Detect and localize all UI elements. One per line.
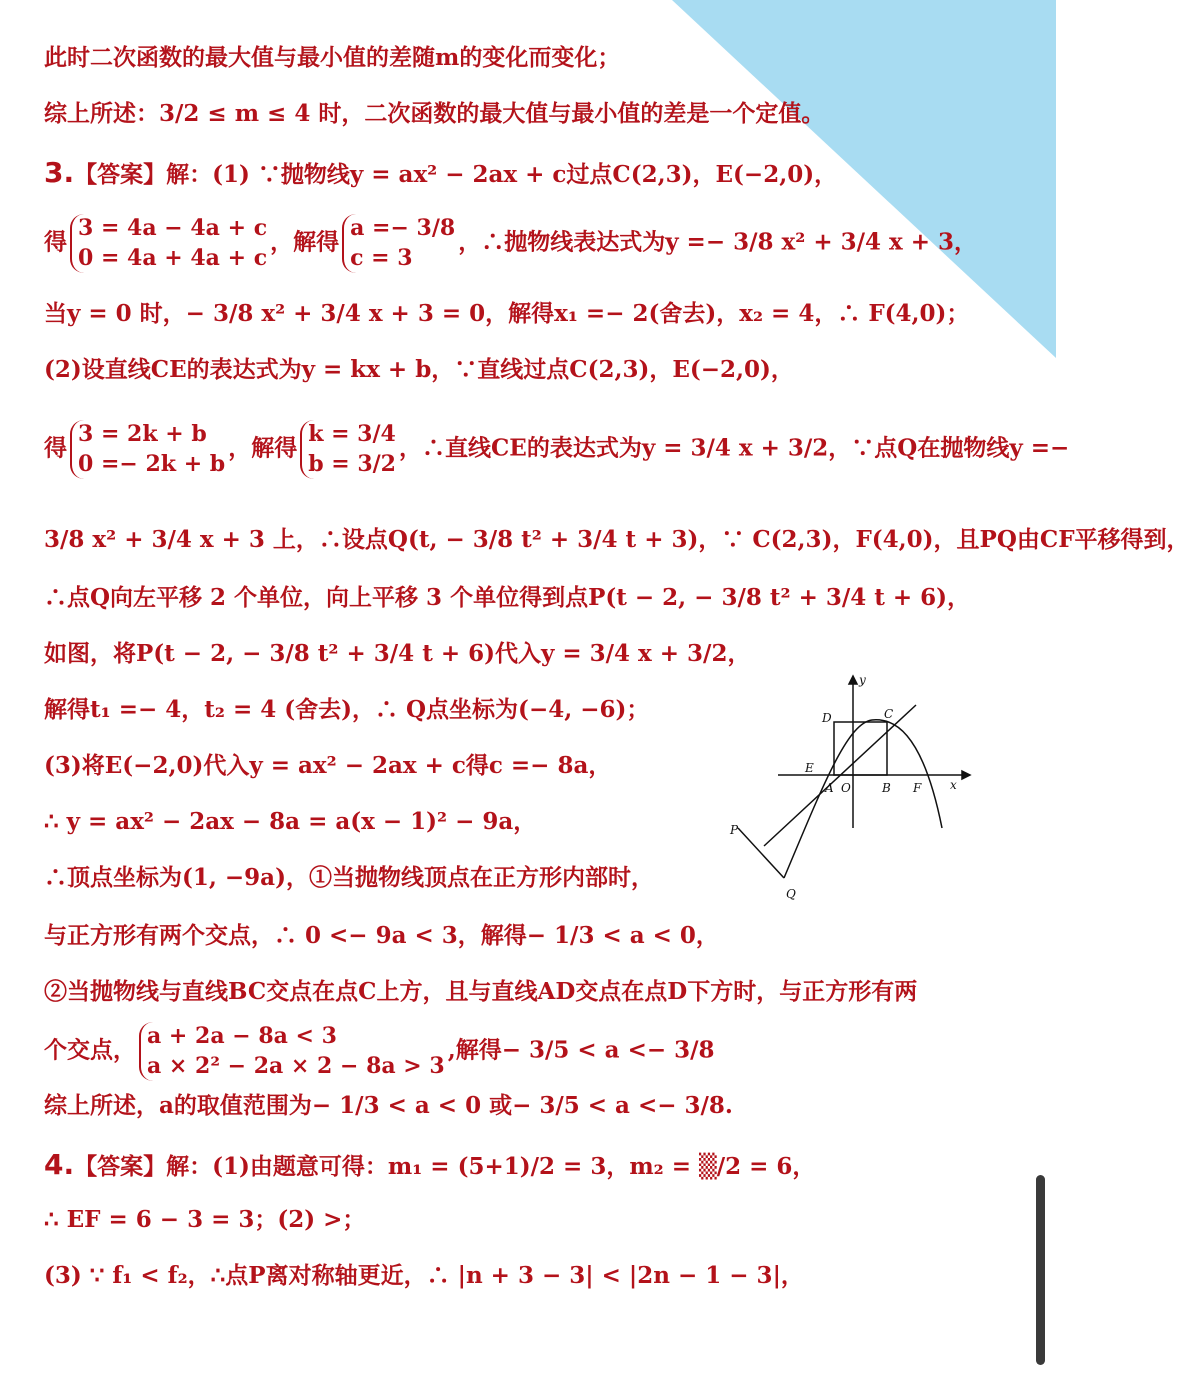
text-fragment: 得 <box>44 434 67 462</box>
text-fragment: ，∴抛物线表达式为y =− 3/8 x² + 3/4 x + 3， <box>458 228 978 256</box>
equation-line <box>44 420 1069 479</box>
text-line: ∴ y = ax² − 2ax − 8a = a(x − 1)² − 9a， <box>44 808 537 835</box>
equation: 3 = 4a − 4a + c <box>78 215 268 241</box>
text-line: 【答案】解：(1) ∵抛物线y = ax² − 2ax + c过点C(2,3)，E(−2,0)， <box>74 161 838 188</box>
label-P: P <box>730 823 739 837</box>
answer-4-heading <box>44 1148 815 1182</box>
label-O: O <box>841 781 851 795</box>
y-axis-arrow <box>849 676 857 684</box>
equation: a =− 3/8 <box>350 215 456 241</box>
answer-3-heading <box>44 156 837 190</box>
text-line: ∴点Q向左平移 2 个单位，向上平移 3 个单位得到点P(t − 2, − 3/8 t² + 3/4 t + 6)， <box>44 584 971 611</box>
geometry-figure <box>712 668 988 904</box>
text-line: 解得t₁ =− 4，t₂ = 4 (舍去)，∴ Q点坐标为(−4, −6)； <box>44 696 650 723</box>
text-line: ∴ EF = 6 − 3 = 3；(2) >； <box>44 1206 366 1233</box>
text-line: (3) ∵ f₁ < f₂，∴点P离对称轴更近，∴ |n + 3 − 3| < |2n − 1 − 3|， <box>44 1262 804 1289</box>
text-line: 与正方形有两个交点，∴ 0 <− 9a < 3，解得− 1/3 < a < 0， <box>44 922 719 949</box>
label-F: F <box>913 781 922 795</box>
text-line: 当y = 0 时，− 3/8 x² + 3/4 x + 3 = 0，解得x₁ =− 2(舍去)，x₂ = 4，∴ F(4,0)； <box>44 300 970 327</box>
label-C: C <box>884 707 894 721</box>
label-B: B <box>882 781 891 795</box>
equation: c = 3 <box>350 244 413 271</box>
text-fragment: 得 <box>44 228 67 256</box>
text-fragment: ，解得 <box>228 434 298 462</box>
equation: 0 =− 2k + b <box>78 450 226 477</box>
label-E: E <box>805 761 814 775</box>
segment-PQ <box>738 828 784 878</box>
text-fragment: ，解得 <box>270 228 340 256</box>
equation-line <box>44 214 977 273</box>
equation: k = 3/4 <box>308 421 396 447</box>
text-line: 【答案】解：(1)由题意可得：m₁ = (5+1)/2 = 3，m₂ = ▒/2 = 6， <box>74 1153 816 1180</box>
label-x: x <box>950 778 957 792</box>
equation: 0 = 4a + 4a + c <box>78 244 268 271</box>
text-line: 综上所述，a的取值范围为− 1/3 < a < 0 或− 3/5 < a <− 3/8. <box>44 1092 733 1119</box>
text-line: ∴顶点坐标为(1, −9a)，①当抛物线顶点在正方形内部时， <box>44 864 654 891</box>
equation: 3 = 2k + b <box>78 421 207 447</box>
label-y: y <box>859 673 866 687</box>
question-number: 4. <box>44 1148 75 1181</box>
text-fragment: ,解得− 3/5 < a <− 3/8 <box>447 1036 715 1064</box>
label-A: A <box>825 781 834 795</box>
question-number: 3. <box>44 156 75 189</box>
text-line: 3/8 x² + 3/4 x + 3 上，∴设点Q(t, − 3/8 t² + 3/4 t + 3)，∵ C(2,3)，F(4,0)，且PQ由CF平移得到， <box>44 526 1190 553</box>
equation-system <box>70 214 267 273</box>
label-D: D <box>822 711 832 725</box>
equation-system <box>70 420 225 479</box>
text-line: ②当抛物线与直线BC交点在点C上方，且与直线AD交点在点D下方时，与正方形有两 <box>44 978 918 1005</box>
x-axis-arrow <box>962 771 970 779</box>
scrollbar-thumb[interactable] <box>1036 1175 1045 1365</box>
text-line: 如图，将P(t − 2, − 3/8 t² + 3/4 t + 6)代入y = 3/4 x + 3/2， <box>44 640 751 667</box>
label-Q: Q <box>786 887 796 901</box>
text-line: 此时二次函数的最大值与最小值的差随m的变化而变化； <box>44 44 621 71</box>
equation: b = 3/2 <box>308 450 396 477</box>
inequality: a × 2² − 2a × 2 − 8a > 3 <box>147 1052 445 1079</box>
text-fragment: ，∴直线CE的表达式为y = 3/4 x + 3/2，∵点Q在抛物线y =− <box>398 434 1070 462</box>
text-line: (3)将E(−2,0)代入y = ax² − 2ax + c得c =− 8a， <box>44 752 612 779</box>
text-line: 综上所述：3/2 ≤ m ≤ 4 时，二次函数的最大值与最小值的差是一个定值。 <box>44 100 825 127</box>
equation-line <box>44 1022 715 1081</box>
inequality: a + 2a − 8a < 3 <box>147 1023 337 1049</box>
text-line: (2)设直线CE的表达式为y = kx + b，∵直线过点C(2,3)，E(−2,0)， <box>44 356 794 383</box>
parabola <box>784 720 942 878</box>
solution-system <box>300 420 396 479</box>
solution-system <box>342 214 455 273</box>
text-fragment: 个交点， <box>44 1036 136 1064</box>
inequality-system <box>139 1022 445 1081</box>
